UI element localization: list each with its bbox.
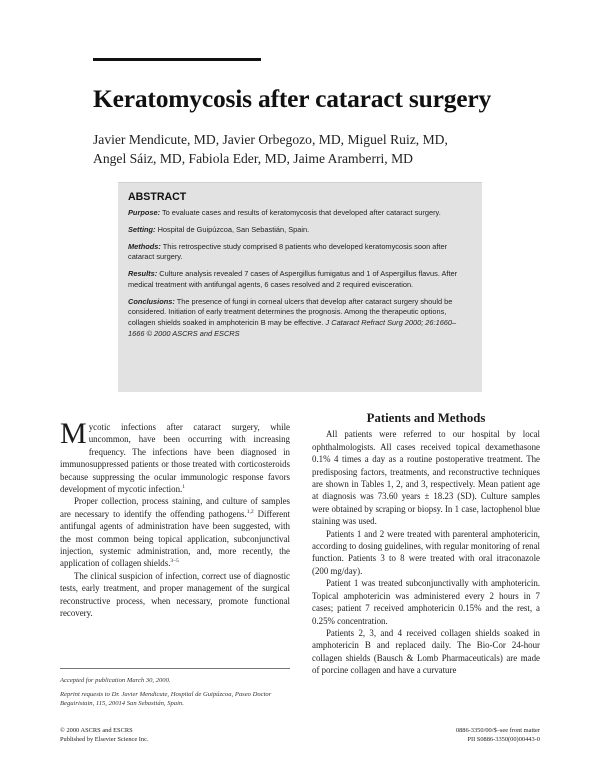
- left-column: [60, 417, 290, 620]
- footer-right: [456, 726, 540, 745]
- article-title: Keratomycosis after cataract surgery: [93, 84, 492, 113]
- results-label: Results:: [128, 269, 158, 279]
- footer-publisher: Published by Elsevier Science Inc.: [60, 736, 149, 744]
- methods-label: Methods:: [128, 241, 161, 251]
- section-heading: Patients and Methods: [366, 411, 486, 425]
- footer-left: [60, 726, 149, 745]
- title-rule: [93, 58, 261, 61]
- abstract-methods: [128, 242, 472, 263]
- abstract-purpose: [128, 208, 472, 219]
- abstract-setting: [128, 225, 472, 236]
- methods-paragraph-2: Patients 1 and 2 were treated with parenteral amphotericin, according to dosing guidelines, with regular monitoring of renal function. Patients 3 to 8 were treated with oral itraconazole (200 mg/day).: [312, 528, 540, 576]
- footnote-rule: [60, 668, 290, 669]
- footnote-reprint: Reprint requests to Dr. Javier Mendicute, Hospital de Guipúzcoa, Paseo Doctor Beguiristain, 115, 20014 San Sebastián, Spain.: [60, 691, 272, 708]
- purpose-text: To evaluate cases and results of keratomycosis that developed after cataract surgery.: [161, 207, 441, 217]
- authors-line-2: Angel Sáiz, MD, Fabiola Eder, MD, Jaime Aramberri, MD: [93, 151, 413, 166]
- intro-paragraph-2: Proper collection, process staining, and culture of samples are necessary to identify the offending pathogens.$^{1,2}$ Different antifungal agents of administration have been suggested, with the most common being topical application, subconjunctival injection, systemic administration, and, more recently, the application of collagen shields.$^{3-5}$: [60, 496, 290, 569]
- abstract-box: [118, 182, 482, 392]
- footer-pii: PII S0886-3350(00)00443-0: [467, 736, 540, 744]
- methods-paragraph-1: All patients were referred to our hospital by local ophthalmologists. All cases received topical dexamethasone 0.1% 4 times a day as a routine postoperative treatment. The predisposing factors, treatments, and reconstructive techniques are shown in Tables 1, 2, and 3, respectively. Mean patient age at diagnosis was 73.60 years ± 18.23 (SD). Culture samples were obtained by scraping or biopsy. In 1 case, lactophenol blue staining was used.: [312, 429, 540, 527]
- reference-sup: 1: [182, 484, 186, 491]
- reference-sup: 1,2: [246, 508, 254, 515]
- drop-cap: M: [60, 417, 87, 450]
- methods-paragraph-4: Patients 2, 3, and 4 received collagen shields soaked in amphotericin B and replaced daily. The Bio-Cor 24-hour collagen shields (Bausch & Lomb Pharmaceuticals) are made of porcine collagen and have a curvature: [312, 627, 540, 676]
- abstract-conclusions: [128, 297, 472, 339]
- results-text: Culture analysis revealed 7 cases of Aspergillus fumigatus and 1 of Aspergillus flavus. After medical treatment with antifungal agents, 6 cases resolved and 2 required evisceration.: [128, 269, 458, 289]
- abstract-heading: ABSTRACT: [128, 191, 187, 203]
- methods-text: This retrospective study comprised 8 patients who developed keratomycosis soon after cataract surgery.: [128, 241, 448, 262]
- abstract-citation: J Cataract Refract Surg 2000; 26:1660–1666 © 2000 ASCRS and ESCRS: [128, 317, 457, 338]
- authors-line-1: Javier Mendicute, MD, Javier Orbegozo, MD, Miguel Ruiz, MD,: [93, 132, 448, 147]
- footer-issn: 0886-3350/00/$–see front matter: [455, 727, 540, 734]
- conclusions-label: Conclusions:: [128, 296, 175, 306]
- purpose-label: Purpose:: [128, 207, 161, 217]
- intro-paragraph-3: The clinical suspicion of infection, correct use of diagnostic tests, early treatment, and proper management of the surgical reconstructive process, when necessary, promote functional recovery.: [60, 570, 290, 619]
- intro-paragraph-1: Mycotic infections after cataract surgery, while uncommon, have been occurring with increasing frequency. The infections have been diagnosed in immunosuppressed patients or those treated with corticosteroids because suppressing the ocular immunologic response favors development of mycotic infection.$^1$: [60, 417, 290, 495]
- footnote-accepted: Accepted for publication March 30, 2000.: [60, 677, 171, 684]
- conclusions-text: The presence of fungi in corneal ulcers that develop after cataract surgery should be considered. Initiation of early treatment determines the prognosis. Among the therapeutic options, collagen shields soaked in amphotericin B may be effective.: [128, 296, 453, 327]
- abstract-results: [128, 269, 472, 290]
- reference-sup: 3–5: [170, 558, 179, 565]
- methods-paragraph-3: Patient 1 was treated subconjunctivally with amphotericin. Topical amphotericin was administered every 2 hours in 7 cases; patient 7 received amphotericin 0.15% and the rest, a 0.25% concentration.: [312, 578, 540, 626]
- footer-copyright: © 2000 ASCRS and ESCRS: [60, 727, 133, 734]
- author-list: [93, 130, 513, 168]
- setting-text: Hospital de Guipúzcoa, San Sebastián, Spain.: [157, 224, 310, 234]
- right-column: [312, 412, 540, 677]
- setting-label: Setting:: [128, 224, 156, 234]
